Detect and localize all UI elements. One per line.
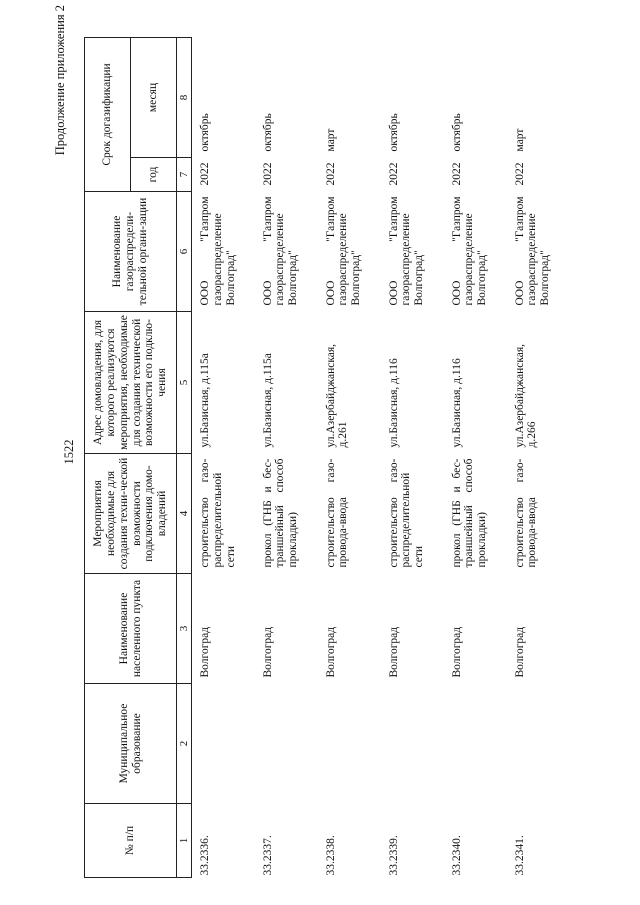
row-year: 2022 — [261, 162, 274, 186]
row-settlement: Волгоград — [324, 626, 337, 678]
column-number: 8 — [177, 38, 192, 158]
row-num: 33.2341. — [513, 835, 526, 876]
row-address: ул.Азербайджанская, д.261 — [324, 343, 350, 448]
header-measures: Мероприятия необходимые для создания техни-ческой возможности подключения домо-владений — [85, 454, 177, 574]
continuation-label: Продолжение приложения 2 — [52, 5, 67, 156]
table-row — [192, 38, 255, 878]
row-settlement: Волгоград — [450, 626, 463, 678]
row-municipality — [444, 684, 507, 804]
row-org: ООО "Газпром газораспределение Волгоград" — [513, 196, 552, 306]
table-row — [255, 38, 318, 878]
row-municipality — [381, 684, 444, 804]
row-municipality — [255, 684, 318, 804]
row-measure: прокол (ГНБ и бес-траншейный способ прокладки) — [450, 458, 489, 568]
column-number: 1 — [177, 804, 192, 878]
header-term: Срок догазификации — [85, 38, 131, 192]
rotated-table-container — [84, 38, 556, 878]
header-org: Наименование газораспредели-тельной органи-зации — [85, 192, 177, 312]
table-row — [507, 38, 570, 878]
row-address: ул.Базисная, д.116 — [387, 358, 400, 448]
row-num: 33.2337. — [261, 835, 274, 876]
page-number: 1522 — [61, 439, 76, 465]
header-year: год — [131, 158, 177, 192]
row-num: 33.2339. — [387, 835, 400, 876]
row-address: ул.Азербайджанская, д.266 — [513, 343, 539, 448]
row-municipality — [318, 684, 381, 804]
row-year: 2022 — [387, 162, 400, 186]
table-row — [444, 38, 507, 878]
table-row — [318, 38, 381, 878]
row-measure: прокол (ГНБ и бес-траншейный способ прокладки) — [261, 458, 300, 568]
row-measure: строительство газо-провода-ввода — [513, 458, 539, 568]
column-number: 4 — [177, 454, 192, 574]
column-number: 3 — [177, 574, 192, 684]
header-month: месяц — [131, 38, 177, 158]
row-municipality — [192, 684, 255, 804]
row-address: ул.Базисная, д.116 — [450, 358, 463, 448]
column-number: 2 — [177, 684, 192, 804]
row-measure: строительство газо-распределительной сети — [199, 458, 237, 568]
row-month: октябрь — [261, 113, 274, 152]
row-measure: строительство газо-распределительной сети — [387, 458, 426, 568]
row-num: 33.2340. — [450, 835, 463, 876]
row-settlement: Волгоград — [199, 626, 211, 678]
column-number: 7 — [177, 158, 192, 192]
header-num: № п/п — [85, 804, 177, 878]
row-settlement: Волгоград — [261, 626, 274, 678]
row-year: 2022 — [199, 162, 211, 186]
column-number-row — [177, 38, 192, 878]
row-num: 33.2336. — [199, 835, 211, 876]
header-settlement: Наименование населенного пункта — [85, 574, 177, 684]
row-measure: строительство газо-провода-ввода — [324, 458, 350, 568]
header-address: Адрес домовладения, для которого реализуются мероприятия, необходимые для создания технической возможности его подклю-чения — [85, 312, 177, 454]
row-year: 2022 — [513, 162, 526, 186]
row-month: октябрь — [450, 113, 463, 152]
row-month: октябрь — [387, 113, 400, 152]
row-year: 2022 — [324, 162, 337, 186]
row-org: ООО "Газпром газораспределение Волгоград" — [199, 196, 237, 306]
row-org: ООО "Газпром газораспределение Волгоград" — [450, 196, 489, 306]
table-body — [192, 38, 570, 878]
data-table — [84, 37, 570, 878]
row-municipality — [507, 684, 570, 804]
header-municipality: Муниципальное образование — [85, 684, 177, 804]
row-address: ул.Базисная, д.115а — [199, 353, 211, 448]
row-org: ООО "Газпром газораспределение Волгоград" — [261, 196, 300, 306]
row-settlement: Волгоград — [513, 626, 526, 678]
row-org: ООО "Газпром газораспределение Волгоград" — [387, 196, 426, 306]
table-row — [381, 38, 444, 878]
row-month: март — [324, 128, 337, 152]
column-number: 5 — [177, 312, 192, 454]
row-org: ООО "Газпром газораспределение Волгоград" — [324, 196, 363, 306]
column-number: 6 — [177, 192, 192, 312]
row-month: октябрь — [199, 113, 211, 152]
row-month: март — [513, 128, 526, 152]
row-year: 2022 — [450, 162, 463, 186]
row-address: ул.Базисная, д.115а — [261, 353, 274, 448]
row-settlement: Волгоград — [387, 626, 400, 678]
row-num: 33.2338. — [324, 835, 337, 876]
